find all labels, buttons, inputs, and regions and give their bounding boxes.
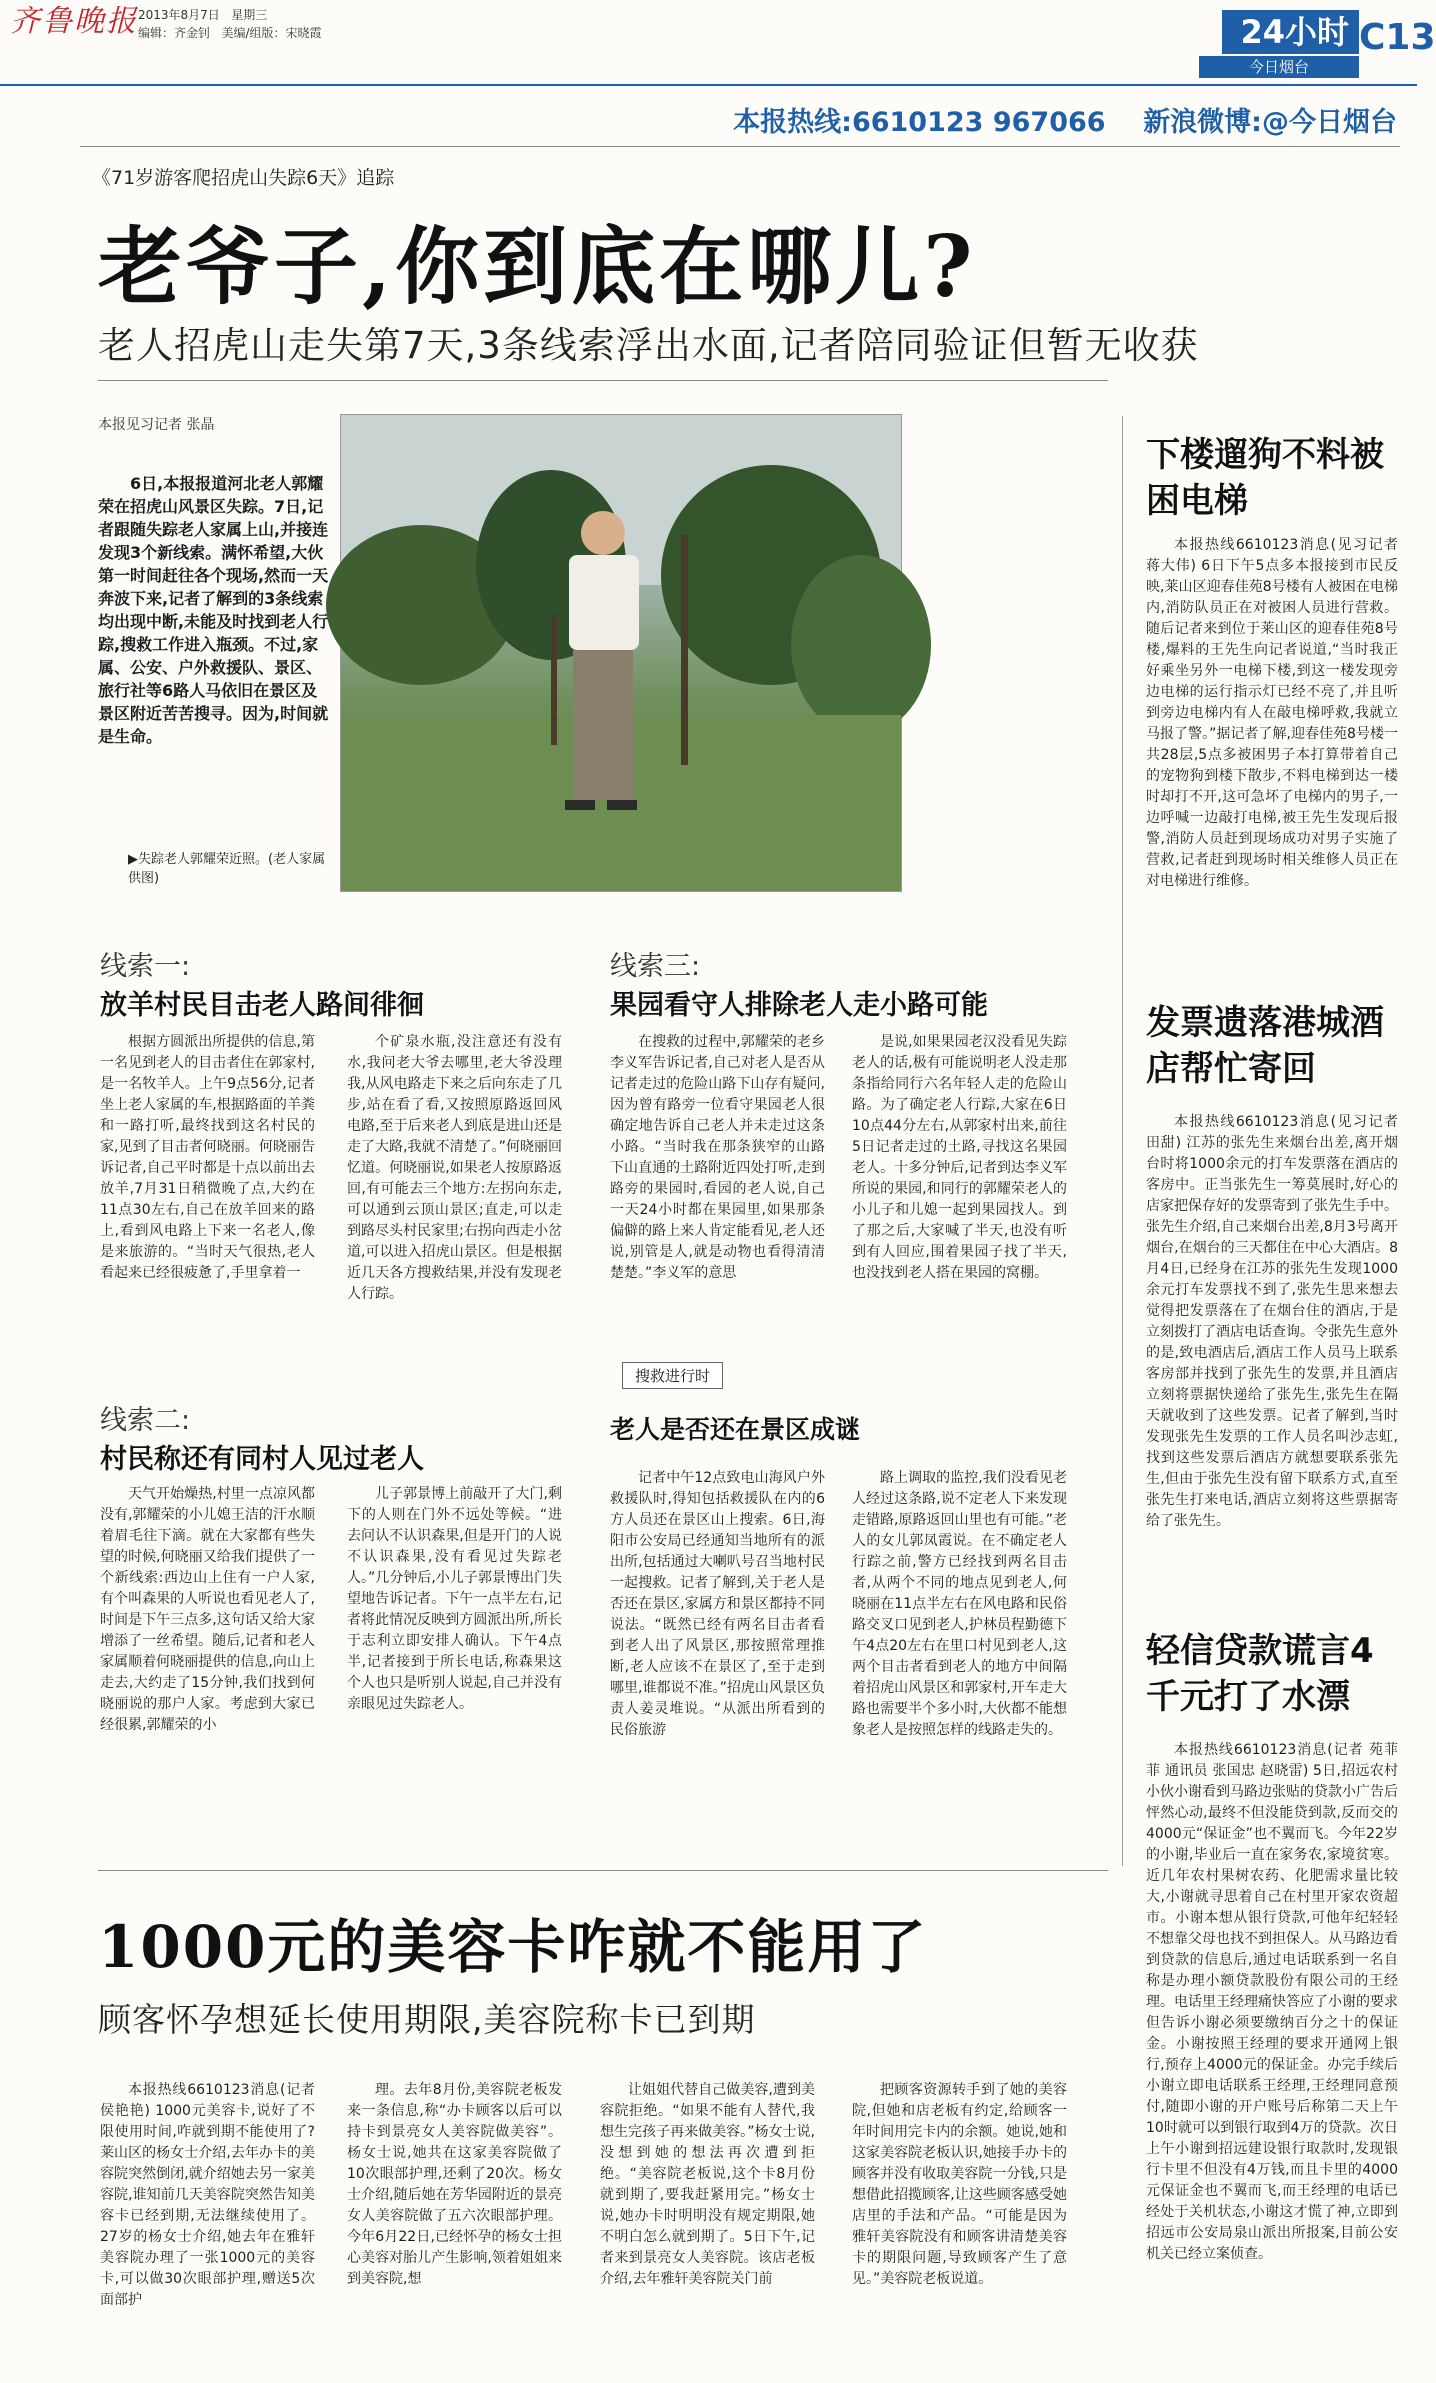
bottom-column-4 [852, 2080, 1067, 2366]
clue3-column-b [852, 1032, 1067, 1334]
rescue-column-b [852, 1468, 1067, 1846]
issue-date: 2013年8月7日 [138, 8, 220, 22]
sidebar-story2-paragraph: 本报热线6610123消息(见习记者 田甜) 江苏的张先生来烟台出差,离开烟台时将1000余元的打车发票落在酒店的客房中。正当张先生一筹莫展时,好心的店家把保存好的发票寄到了张先生手中。张先生介绍,自己来烟台出差,8月3号离开烟台,在烟台的三天都住在中心大酒店。8月4日,已经身在江苏的张先生发现1000余元打车发票找不到了,张先生思来想去觉得把发票落在了在烟台住的酒店,于是立刻拨打了酒店电话查询。令张先生意外的是,致电酒店后,酒店工作人员马上联系客房部并找到了张先生的发票,并且酒店立刻将票据快递给了张先生,张先生在隔天就收到了这些发票。记者了解到,当时发现张先生发票的工作人员名叫沙志虹,找到这些发票后酒店方就想要联系张先生,但由于张先生没有留下联系方式,直至张先生打来电话,酒店立刻将这些票据寄给了张先生。 [1146, 1114, 1398, 1529]
main-headline: 老爷子,你到底在哪儿? [98, 217, 977, 316]
page-code: C13 [1359, 17, 1436, 58]
bottom-column-1 [100, 2080, 315, 2366]
lede-paragraph: 6日,本报报道河北老人郭耀荣在招虎山风景区失踪。7日,记者跟随失踪老人家属上山,并接连发现3个新线索。满怀希望,大伙第一时间赶往各个现场,然而一天奔波下来,记者了解到的3条线索均出现中断,未能及时找到老人行踪,搜救工作进入瓶颈。不过,家属、公安、户外救援队、景区、旅行社等6路人马依旧在景区及景区附近苦苦搜寻。因为,时间就是生命。 [98, 474, 329, 746]
bottom-subhead: 顾客怀孕想延长使用期限,美容院称卡已到期 [98, 2000, 756, 2039]
sidebar-story1-title: 下楼遛狗不料被困电梯 [1146, 435, 1384, 521]
sidebar-story3-title: 轻信贷款谎言4千元打了水漂 [1146, 1631, 1374, 1717]
clue3-paragraph-b: 是说,如果果园老汉没看见失踪老人的话,极有可能说明老人没走那条指给同行六名年轻人走的危险山路。为了确定老人行踪,大家在6日10点44分左右,从郭家村出来,前往5日记者走过的土路,寻找这名果园老人。十多分钟后,记者到达李义军所说的果园,和同行的郭耀荣老人的小儿子和儿媳一起到果园找人。到了那之后,大家喊了半天,也没有听到有人回应,围着果园子找了半天,也没找到老人搭在果园的窝棚。 [852, 1034, 1067, 1281]
masthead-rule [0, 84, 1417, 86]
main-subhead: 老人招虎山走失第7天,3条线索浮出水面,记者陪同验证但暂无收获 [98, 324, 1199, 367]
clue3-paragraph-a: 在搜救的过程中,郭耀荣的老乡李义军告诉记者,自己对老人是否从记者走过的危险山路下山存有疑问,因为曾有路旁一位看守果园老人很确定地告诉自己老人并未走过这条小路。“当时我在那条狭窄的山路下山直通的土路附近四处打听,走到路旁的果园时,看园的老人说,自己一天24小时都在果园里,如果那条偏僻的路上来人肯定能看见,老人还说,别管是人,就是动物也看得清清楚楚。”李义军的意思 [610, 1034, 825, 1281]
sidebar-story2-title: 发票遗落港城酒店帮忙寄回 [1146, 1003, 1384, 1089]
bottom-paragraph-3: 让姐姐代替自己做美容,遭到美容院拒绝。“如果不能有人替代,我想生完孩子再来做美容。”杨女士说,没想到她的想法再次遭到拒绝。“美容院老板说,这个卡8月份就到期了,要我赶紧用完。”杨女士说,她办卡时明明没有规定期限,她不明白怎么就到期了。5日下午,记者来到景亮女人美容院。该店老板介绍,去年雅轩美容院关门前 [600, 2082, 815, 2287]
weibo-text: 新浪微博:@今日烟台 [1143, 107, 1397, 138]
design-credit: 美编/组版：宋晓霞 [221, 26, 322, 40]
bottom-paragraph-2: 理。去年8月份,美容院老板发来一条信息,称“办卡顾客以后可以持卡到景亮女人美容院做美容”。杨女士说,她共在这家美容院做了10次眼部护理,还剩了20次。杨女士介绍,随后她在芳华园附近的景亮女人美容院做了五六次眼部护理。今年6月22日,已经怀孕的杨女士担心美容对胎儿产生影响,领着姐姐来到美容院,想 [347, 2082, 562, 2287]
clue2-label: 线索二: [100, 1405, 191, 1436]
sidebar-divider [1122, 416, 1123, 1866]
rescue-paragraph-b: 路上调取的监控,我们没看见老人经过这条路,说不定老人下来发现走错路,原路返回山里也有可能。”老人的女儿郭凤霞说。在不确定老人行踪之前,警方已经找到两名目击者,从两个不同的地点见到老人,何晓丽在11点半左右在风电路和民俗路交叉口见到老人,护林员程勤德下午4点20左右在里口村见到老人,这两个目击者看到老人的地方中间隔着招虎山风景区和郭家村,开车走大路也需要半个多小时,大伙都不能想象老人是按照怎样的线路走失的。 [852, 1470, 1067, 1738]
clue2-paragraph-a: 天气开始燥热,村里一点凉风都没有,郭耀荣的小儿媳王洁的汗水顺着眉毛往下滴。就在大家都有些失望的时候,何晓丽又给我们提供了一个新线索:西边山上住有一户人家,有个叫森果的人听说也看见老人了,时间是下午三点多,这句话又给大家增添了一丝希望。随后,记者和老人家属顺着何晓丽提供的信息,向山上走去,大约走了15分钟,我们找到何晓丽说的那户人家。考虑到大家已经很累,郭耀荣的小 [100, 1486, 315, 1733]
photo-illustration [341, 415, 901, 891]
bottom-headline: 1000元的美容卡咋就不能用了 [98, 1913, 928, 1981]
hotline-text: 本报热线:6610123 967066 [733, 107, 1106, 138]
bottom-story-rule [98, 1870, 1108, 1871]
rescue-paragraph-a: 记者中午12点致电山海风户外救援队时,得知包括救援队在内的6方人员还在景区山上搜索。6日,海阳市公安局已经通知当地所有的派出所,包括通过大喇叭号召当地村民一起搜救。记者了解到,关于老人是否还在景区,家属方和景区都持不同说法。“既然已经有两名目击者看到老人出了风景区,那按照常理推断,老人应该不在景区了,至于走到哪里,谁都说不准。”招虎山风景区负责人姜灵堆说。“从派出所看到的民俗旅游 [610, 1470, 825, 1738]
sidebar-story2-body [1146, 1112, 1398, 1590]
sidebar-story1-paragraph: 本报热线6610123消息(见习记者 蒋大伟) 6日下午5点多本报接到市民反映,莱山区迎春佳苑8号楼有人被困在电梯内,消防队员正在对被困人员进行营救。随后记者来到位于莱山区的迎春佳苑8号楼,爆料的王先生向记者说道,“当时我正好乘坐另外一电梯下楼,到这一楼发现旁边电梯的运行指示灯已经不亮了,并且听到旁边电梯内有人在敲电梯呼救,我就立马报了警。”据记者了解,迎春佳苑8号楼一共28层,5点多被困男子本打算带着自己的宠物狗到楼下散步,不料电梯到达一楼时却打不开,这可急坏了电梯内的男子,一边呼喊一边敲打电梯,被王先生发现后报警,消防人员赶到现场成功对男子实施了营救,记者赶到现场时相关维修人员正在对电梯进行维修。 [1146, 537, 1398, 889]
clue1-column-a [100, 1032, 315, 1356]
hotline-rule [80, 146, 1400, 147]
story-kicker: 《71岁游客爬招虎山失踪6天》追踪 [92, 167, 395, 189]
subhead-rule [98, 380, 1108, 381]
clue1-paragraph-b: 个矿泉水瓶,没注意还有没有水,我问老大爷去哪里,老大爷没理我,从风电路走下来之后向东走了几步,站在看了看,又按照原路返回风电路,至于后来老人到底是进山还是走了大路,我就不清楚了。”何晓丽回忆道。何晓丽说,如果老人按原路返回,有可能去三个地方:左拐向东走,可以通到云顶山景区;直走,可以走到路尽头村民家里;右拐向西走小岔道,可以进入招虎山景区。但是根据近几天各方搜救结果,并没有发现老人行踪。 [347, 1034, 562, 1302]
sidebar-story1-body [1146, 535, 1398, 989]
clue2-column-b [347, 1484, 562, 1842]
bottom-column-2 [347, 2080, 562, 2366]
editor-credits [138, 24, 322, 42]
issue-weekday: 星期三 [231, 8, 268, 22]
hotline-banner [733, 100, 1397, 139]
clue3-label: 线索三: [610, 951, 701, 982]
section-subtitle: 今日烟台 [1199, 56, 1359, 78]
clue1-paragraph-a: 根据方圆派出所提供的信息,第一名见到老人的目击者住在郭家村,是一名牧羊人。上午9点56分,记者坐上老人家属的车,根据路面的羊粪和一路打听,最终找到这名村民的家,见到了目击者何晓丽。何晓丽告诉记者,自己平时都是十点以前出去放羊,7月31日稍微晚了点,大约在11点30左右,自己在放羊回来的路上,看到风电路上下来一名老人,像是来旅游的。“当时天气很热,老人看起来已经很疲惫了,手里拿着一 [100, 1034, 315, 1281]
clue1-title: 放羊村民目击老人路间徘徊 [100, 990, 424, 1021]
issue-date-line [138, 6, 267, 24]
section-name: 24小时 [1222, 10, 1359, 54]
clue1-label: 线索一: [100, 951, 191, 982]
bottom-paragraph-4: 把顾客资源转手到了她的美容院,但她和店老板有约定,给顾客一年时间用完卡内的余额。她说,她和这家美容院老板认识,她接手办卡的顾客并没有收取美容院一分钱,只是想借此招揽顾客,让这些顾客感受她店里的手法和产品。“可能是因为雅轩美容院没有和顾客讲清楚美容卡的期限问题,导致顾客产生了意见。”美容院老板说道。 [852, 2082, 1067, 2287]
photo-caption: ▶失踪老人郭耀荣近照。(老人家属供图) [128, 852, 326, 886]
rescue-box-tag: 搜救进行时 [622, 1362, 723, 1389]
rescue-column-a [610, 1468, 825, 1846]
newspaper-logo: 齐鲁晚报 [10, 4, 138, 39]
missing-man-photo [340, 414, 902, 892]
clue3-title: 果园看守人排除老人走小路可能 [610, 990, 988, 1021]
editor-credit: 编辑：齐金钊 [138, 26, 211, 40]
bottom-paragraph-1: 本报热线6610123消息(记者 侯艳艳) 1000元美容卡,说好了不限使用时间,咋就到期不能使用了?莱山区的杨女士介绍,去年办卡的美容院突然倒闭,就介绍她去另一家美容院,谁知前几天美容院突然告知美容卡已经到期,无法继续使用了。27岁的杨女士介绍,她去年在雅轩美容院办理了一张1000元的美容卡,可以做30次眼部护理,赠送5次面部护 [100, 2082, 315, 2308]
main-lede [98, 472, 330, 827]
clue2-paragraph-b: 儿子郭景博上前敲开了大门,剩下的人则在门外不远处等候。“进去问认不认识森果,但是开门的人说不认识森果,没有看见过失踪老人。”几分钟后,小儿子郭景博出门失望地告诉记者。下午一点半左右,记者将此情况反映到方圆派出所,所长于志利立即安排人确认。下午4点半,记者接到于所长电话,称森果这个人也只是听别人说起,自己并没有亲眼见过失踪老人。 [347, 1486, 562, 1712]
sidebar-story3-body [1146, 1740, 1398, 2370]
clue3-column-a [610, 1032, 825, 1334]
clue2-column-a [100, 1484, 315, 1842]
main-byline: 本报见习记者 张晶 [98, 417, 215, 433]
rescue-title: 老人是否还在景区成谜 [610, 1415, 861, 1444]
sidebar-story3-paragraph: 本报热线6610123消息(记者 苑菲菲 通讯员 张国忠 赵晓雷) 5日,招远农村小伙小谢看到马路边张贴的贷款小广告后怦然心动,最终不但没能贷到款,反而交的4000元“保证金”也不翼而飞。今年22岁的小谢,毕业后一直在家务农,家境贫寒。近几年农村果树农药、化肥需求量比较大,小谢就寻思着自己在村里开家农资超市。小谢本想从银行贷款,可他年纪轻轻不想靠父母也找不到担保人。从马路边看到贷款的信息后,通过电话联系到一名自称是办理小额贷款股份有限公司的王经理。电话里王经理痛快答应了小谢的要求但告诉小谢必须要缴纳百分之十的保证金。小谢按照王经理的要求开通网上银行,预存上4000元的保证金。办完手续后小谢立即电话联系王经理,王经理同意预付,随即小谢的开户账号后称第二天上午10时就可以到银行取到4万的贷款。次日上午小谢到招远建设银行取款时,发现银行卡里不但没有4万钱,而且卡里的4000元保证金也不翼而飞,而王经理的电话已经处于关机状态,小谢这才慌了神,立即到招远市公安局泉山派出所报案,目前公安机关已经立案侦查。 [1146, 1742, 1398, 2262]
clue2-title: 村民称还有同村人见过老人 [100, 1444, 424, 1475]
clue1-column-b [347, 1032, 562, 1356]
bottom-column-3 [600, 2080, 815, 2366]
